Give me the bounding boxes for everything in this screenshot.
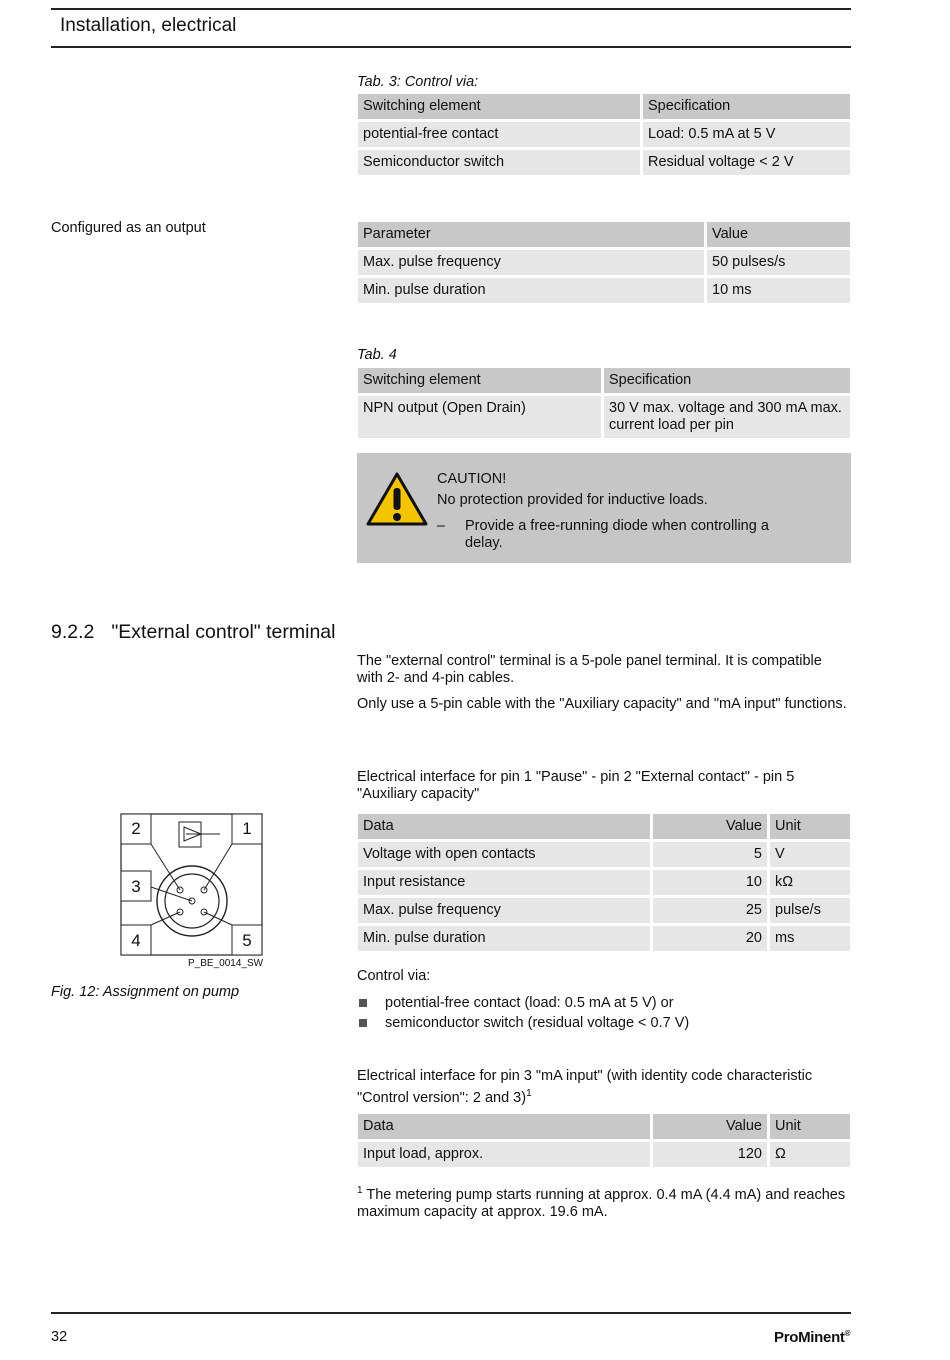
section-para-1: The "external control" terminal is a 5-pole panel terminal. It is compatible with 2- and 4-pin cables. — [357, 653, 822, 686]
output-label: Configured as an output — [51, 220, 206, 236]
brand-mark: ® — [844, 1329, 851, 1338]
table-cell: potential-free contact — [358, 122, 640, 147]
pin-label-4: 4 — [131, 931, 141, 950]
interface2-header-data: Data — [358, 1114, 650, 1139]
figure-code: P_BE_0014_SW — [188, 958, 264, 969]
table-row — [358, 150, 850, 175]
figure-caption: Fig. 12: Assignment on pump — [51, 984, 240, 1000]
pin-label-5: 5 — [242, 931, 252, 950]
header-top-rule — [51, 8, 851, 10]
table-row — [358, 122, 850, 147]
pin-label-1: 1 — [242, 819, 252, 838]
interface2-header-value: Value — [653, 1114, 767, 1139]
interface1-header-data: Data — [358, 814, 650, 839]
header-bottom-rule — [51, 46, 851, 48]
table-row — [358, 898, 850, 923]
table-cell: Voltage with open contacts — [358, 842, 650, 867]
table-cell: kΩ — [770, 870, 850, 895]
interface2-table — [355, 1111, 853, 1170]
tab4-header-2: Specification — [604, 368, 850, 393]
table-cell: Ω — [770, 1142, 850, 1167]
table-cell: Min. pulse duration — [358, 926, 650, 951]
table-cell: Semiconductor switch — [358, 150, 640, 175]
output-header-1: Parameter — [358, 222, 704, 247]
pin-label-3: 3 — [131, 877, 141, 896]
brand-logo — [774, 1329, 850, 1346]
table-row — [358, 926, 850, 951]
tab3-table — [355, 91, 853, 178]
table-row — [358, 278, 850, 303]
connector-pinout-diagram — [118, 812, 266, 958]
table-cell: 120 — [653, 1142, 767, 1167]
interface1-header-value: Value — [653, 814, 767, 839]
section-para-2: Only use a 5-pin cable with the "Auxiliary capacity" and "mA input" functions. — [357, 696, 847, 712]
table-cell: 30 V max. voltage and 300 mA max. current load per pin — [604, 396, 850, 438]
table-cell: Max. pulse frequency — [358, 250, 704, 275]
table-cell: 5 — [653, 842, 767, 867]
tab3-header-1: Switching element — [358, 94, 640, 119]
table-cell: 25 — [653, 898, 767, 923]
table-cell: NPN output (Open Drain) — [358, 396, 601, 438]
table-cell: Input resistance — [358, 870, 650, 895]
output-table — [355, 219, 853, 306]
interface1-text: Electrical interface for pin 1 "Pause" - pin 2 "External contact" - pin 5 "Auxiliary capacity" — [357, 769, 795, 802]
section-heading — [51, 621, 335, 644]
footnote-text: The metering pump starts running at approx. 0.4 mA (4.4 mA) and reaches maximum capacity at approx. 19.6 mA. — [357, 1186, 846, 1220]
tab4-header-1: Switching element — [358, 368, 601, 393]
tab3-header-2: Specification — [643, 94, 850, 119]
pin-label-2: 2 — [131, 819, 141, 838]
table-cell: Input load, approx. — [358, 1142, 650, 1167]
table-cell: Min. pulse duration — [358, 278, 704, 303]
table-cell: V — [770, 842, 850, 867]
footnote-mark: 1 — [357, 1185, 363, 1196]
interface2-header-unit: Unit — [770, 1114, 850, 1139]
interface2-body: Electrical interface for pin 3 "mA input" (with identity code characteristic "Control version": 2 and 3) — [357, 1068, 813, 1106]
table-cell: ms — [770, 926, 850, 951]
page-header-title: Installation, electrical — [60, 15, 237, 36]
table-cell: Residual voltage < 2 V — [643, 150, 850, 175]
bullet-square-icon — [359, 1019, 367, 1027]
interface1-header-unit: Unit — [770, 814, 850, 839]
table-cell: Load: 0.5 mA at 5 V — [643, 122, 850, 147]
table-cell: 10 — [653, 870, 767, 895]
section-title: "External control" terminal — [111, 621, 336, 643]
caution-text: No protection provided for inductive loads. — [437, 492, 708, 508]
caution-action: Provide a free-running diode when controlling a delay. — [465, 518, 769, 551]
table-row — [358, 1142, 850, 1167]
tab3-caption: Tab. 3: Control via: — [357, 74, 479, 90]
interface2-text — [357, 1068, 847, 1107]
bullet-square-icon — [359, 999, 367, 1007]
tab4-caption: Tab. 4 — [357, 347, 397, 363]
table-row — [358, 842, 850, 867]
caution-box — [357, 453, 851, 563]
page-number: 32 — [51, 1329, 68, 1345]
footnote — [357, 1182, 847, 1221]
output-header-2: Value — [707, 222, 850, 247]
table-cell: 20 — [653, 926, 767, 951]
tab4-table — [355, 365, 853, 441]
control-via-label: Control via: — [357, 968, 431, 984]
brand-name: ProMinent — [774, 1329, 845, 1346]
caution-title: CAUTION! — [437, 471, 507, 487]
bullet-item: semiconductor switch (residual voltage < 0.7 V) — [385, 1015, 690, 1031]
caution-dash: – — [437, 518, 446, 534]
bullet-item: potential-free contact (load: 0.5 mA at 5 V) or — [385, 995, 674, 1011]
table-cell: 10 ms — [707, 278, 850, 303]
table-cell: pulse/s — [770, 898, 850, 923]
table-row — [358, 870, 850, 895]
table-row — [358, 396, 850, 438]
section-number: 9.2.2 — [51, 621, 95, 643]
interface1-table — [355, 811, 853, 954]
table-row — [358, 250, 850, 275]
footer-rule — [51, 1312, 851, 1314]
interface2-footnote-ref: 1 — [526, 1088, 532, 1099]
table-cell: 50 pulses/s — [707, 250, 850, 275]
table-cell: Max. pulse frequency — [358, 898, 650, 923]
warning-triangle-icon — [365, 471, 429, 527]
